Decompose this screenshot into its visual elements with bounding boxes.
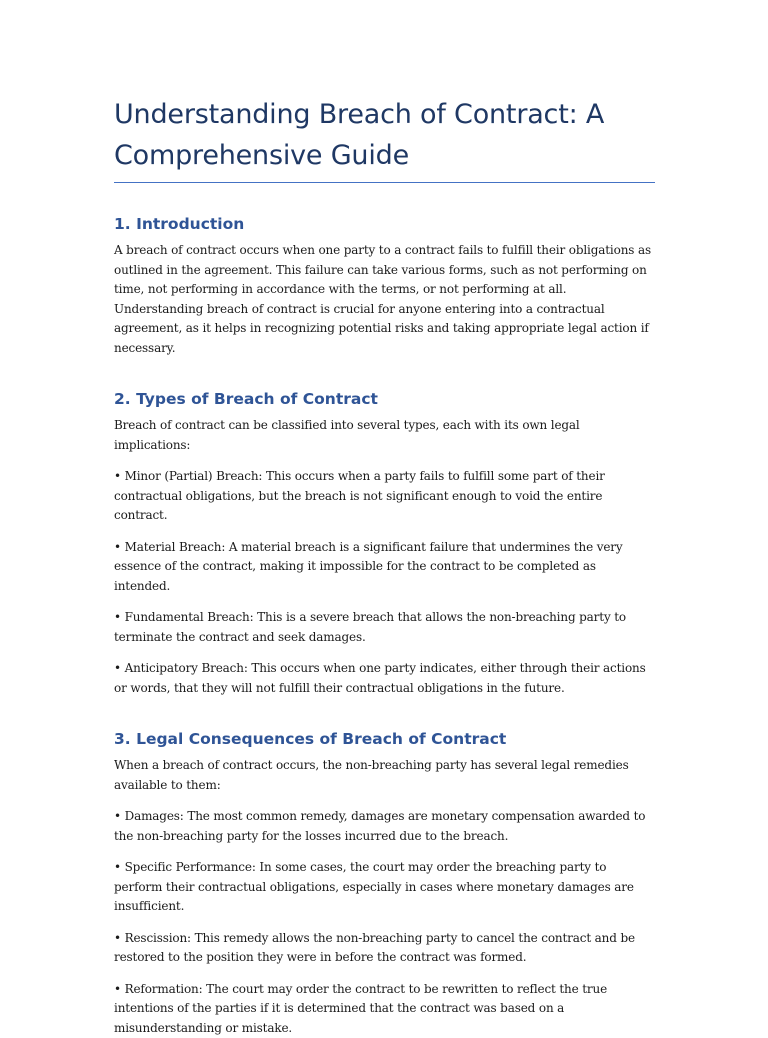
bullet-item: • Specific Performance: In some cases, the court may order the breaching party to perform their contractual obligations, especially in cases where monetary damages are insufficient. xyxy=(114,858,655,917)
paragraph: A breach of contract occurs when one party to a contract fails to fulfill their obligations as outlined in the agreement. This failure can take various forms, such as not performing on time, not performing in accordance with the terms, or not performing at all. Understanding breach of contract is crucial for anyone entering into a contractual agreement, as it helps in recognizing potential risks and taking appropriate legal action if necessary. xyxy=(114,241,655,358)
bullet-item: • Fundamental Breach: This is a severe breach that allows the non-breaching party to terminate the contract and seek damages. xyxy=(114,608,655,647)
title-line-2: Comprehensive Guide xyxy=(114,140,409,171)
paragraph: Breach of contract can be classified into several types, each with its own legal implications: xyxy=(114,416,655,455)
bullet-item: • Damages: The most common remedy, damages are monetary compensation awarded to the non-breaching party for the losses incurred due to the breach. xyxy=(114,807,655,846)
section-heading: 3. Legal Consequences of Breach of Contract xyxy=(114,728,655,750)
section-types-of-breach xyxy=(114,388,655,698)
document-page xyxy=(114,94,655,1038)
bullet-item: • Material Breach: A material breach is a significant failure that undermines the very essence of the contract, making it impossible for the contract to be completed as intended. xyxy=(114,538,655,597)
bullet-item: • Minor (Partial) Breach: This occurs when a party fails to fulfill some part of their contractual obligations, but the breach is not significant enough to void the entire contract. xyxy=(114,467,655,526)
title-line-1: Understanding Breach of Contract: A xyxy=(114,99,604,130)
document-title xyxy=(114,94,655,176)
bullet-item: • Reformation: The court may order the contract to be rewritten to reflect the true intentions of the parties if it is determined that the contract was based on a misunderstanding or mistake. xyxy=(114,980,655,1038)
bullet-item: • Rescission: This remedy allows the non-breaching party to cancel the contract and be restored to the position they were in before the contract was formed. xyxy=(114,929,655,968)
section-introduction xyxy=(114,213,655,358)
paragraph: When a breach of contract occurs, the non-breaching party has several legal remedies available to them: xyxy=(114,756,655,795)
title-divider xyxy=(114,182,655,183)
section-legal-consequences xyxy=(114,728,655,1038)
section-heading: 1. Introduction xyxy=(114,213,655,235)
bullet-item: • Anticipatory Breach: This occurs when one party indicates, either through their actions or words, that they will not fulfill their contractual obligations in the future. xyxy=(114,659,655,698)
section-heading: 2. Types of Breach of Contract xyxy=(114,388,655,410)
